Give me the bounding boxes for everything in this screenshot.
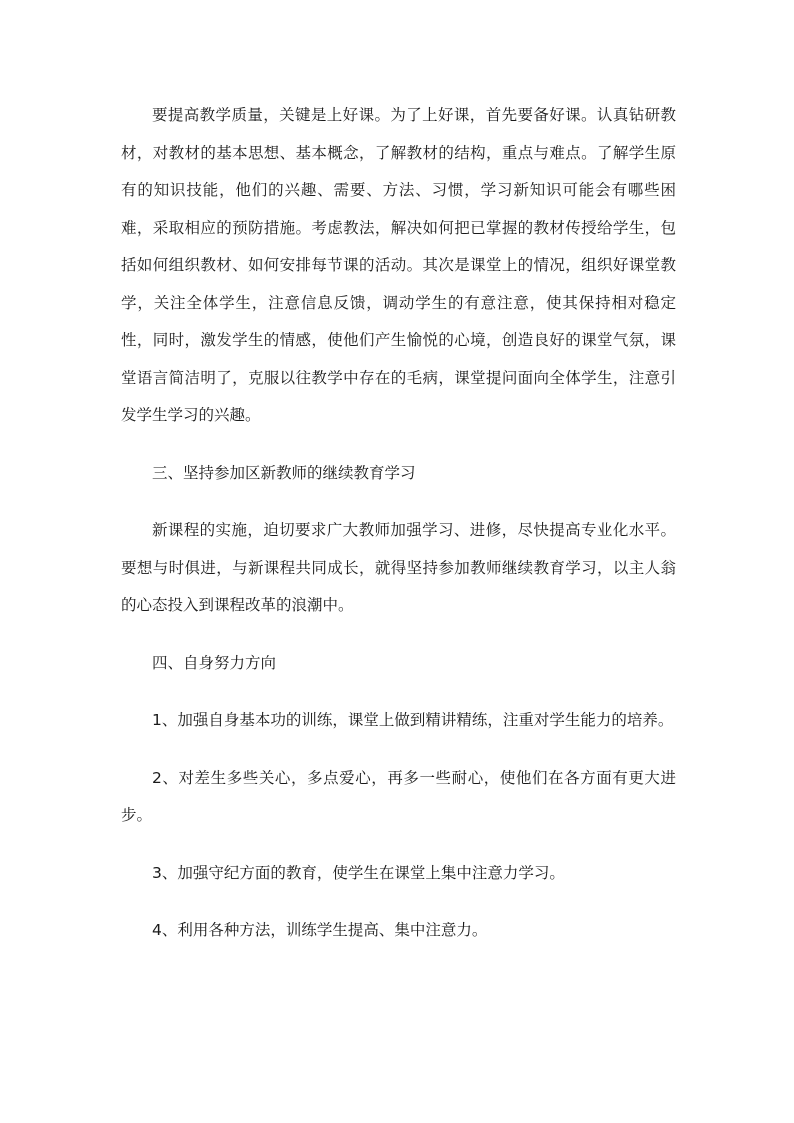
section-heading-continuing-education: 三、坚持参加区新教师的继续教育学习: [152, 463, 416, 482]
document-body: [121, 97, 676, 950]
paragraph-teaching-quality: 要提高教学质量，关键是上好课。为了上好课，首先要备好课。认真钻研教材，对教材的基本思想、基本概念，了解教材的结构，重点与难点。了解学生原有的知识技能，他们的兴趣、需要、方法、习惯，学习新知识可能会有哪些困难，采取相应的预防措施。考虑教法，解决如何把已掌握的教材传授给学生，包括如何组织教材、如何安排每节课的活动。其次是课堂上的情况，组织好课堂教学，关注全体学生，注意信息反馈，调动学生的有意注意，使其保持相对稳定性，同时，激发学生的情感，使他们产生愉悦的心境，创造良好的课堂气氛，课堂语言简洁明了，克服以往教学中存在的毛病，课堂提问面向全体学生，注意引发学生学习的兴趣。: [121, 106, 676, 424]
list-item-1: 1、加强自身基本功的训练，课堂上做到精讲精练，注重对学生能力的培养。: [152, 711, 674, 729]
list-item-3: 3、加强守纪方面的教育，使学生在课堂上集中注意力学习。: [152, 863, 565, 882]
list-item-4: 4、利用各种方法，训练学生提高、集中注意力。: [152, 921, 488, 939]
list-item-2: 2、对差生多些关心，多点爱心，再多一些耐心，使他们在各方面有更大进步。: [121, 768, 676, 824]
paragraph-continuing-education: 新课程的实施，迫切要求广大教师加强学习、进修，尽快提高专业化水平。要想与时俱进，与新课程共同成长，就得坚持参加教师继续教育学习，以主人翁的心态投入到课程改革的浪潮中。: [121, 521, 676, 614]
section-heading-self-improvement: 四、自身努力方向: [152, 653, 277, 672]
